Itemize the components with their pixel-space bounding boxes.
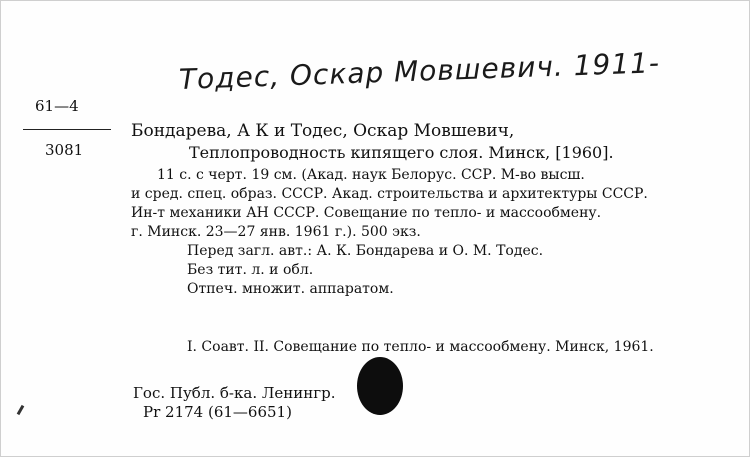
- entry-title: Теплопроводность кипящего слоя. Минск, [1960].: [189, 143, 614, 162]
- footer-library: Гос. Публ. б-ка. Ленингр.: [133, 384, 336, 402]
- entry-heading-authors: Бондарева, А К и Тодес, Оскар Мовшевич,: [131, 121, 515, 141]
- ink-blot: [357, 357, 403, 415]
- note-line-1: Перед загл. авт.: А. К. Бондарева и О. М. Тодес.: [187, 243, 544, 259]
- call-number-upper: 61—4: [35, 97, 79, 115]
- handwritten-heading: Тодес, Оскар Мовшевич. 1911-: [178, 46, 661, 96]
- collation-line-1: 11 с. с черт. 19 см. (Акад. наук Белорус. ССР. М-во высш.: [157, 167, 585, 183]
- note-line-2: Без тит. л. и обл.: [187, 262, 314, 278]
- collation-line-4: г. Минск. 23—27 янв. 1961 г.). 500 экз.: [131, 224, 421, 240]
- call-number-lower: 3081: [45, 141, 84, 159]
- footer-order-number: Pr 2174 (61—6651): [143, 403, 292, 421]
- margin-mark: [17, 405, 25, 415]
- note-line-3: Отпеч. множит. аппаратом.: [187, 281, 394, 297]
- tracings: I. Соавт. II. Совещание по тепло- и массообмену. Минск, 1961.: [187, 339, 654, 355]
- collation-line-3: Ин-т механики АН СССР. Совещание по тепло- и массообмену.: [131, 205, 602, 221]
- collation-line-2: и сред. спец. образ. СССР. Акад. строительства и архитектуры СССР.: [131, 186, 648, 202]
- call-number-divider: [23, 129, 111, 130]
